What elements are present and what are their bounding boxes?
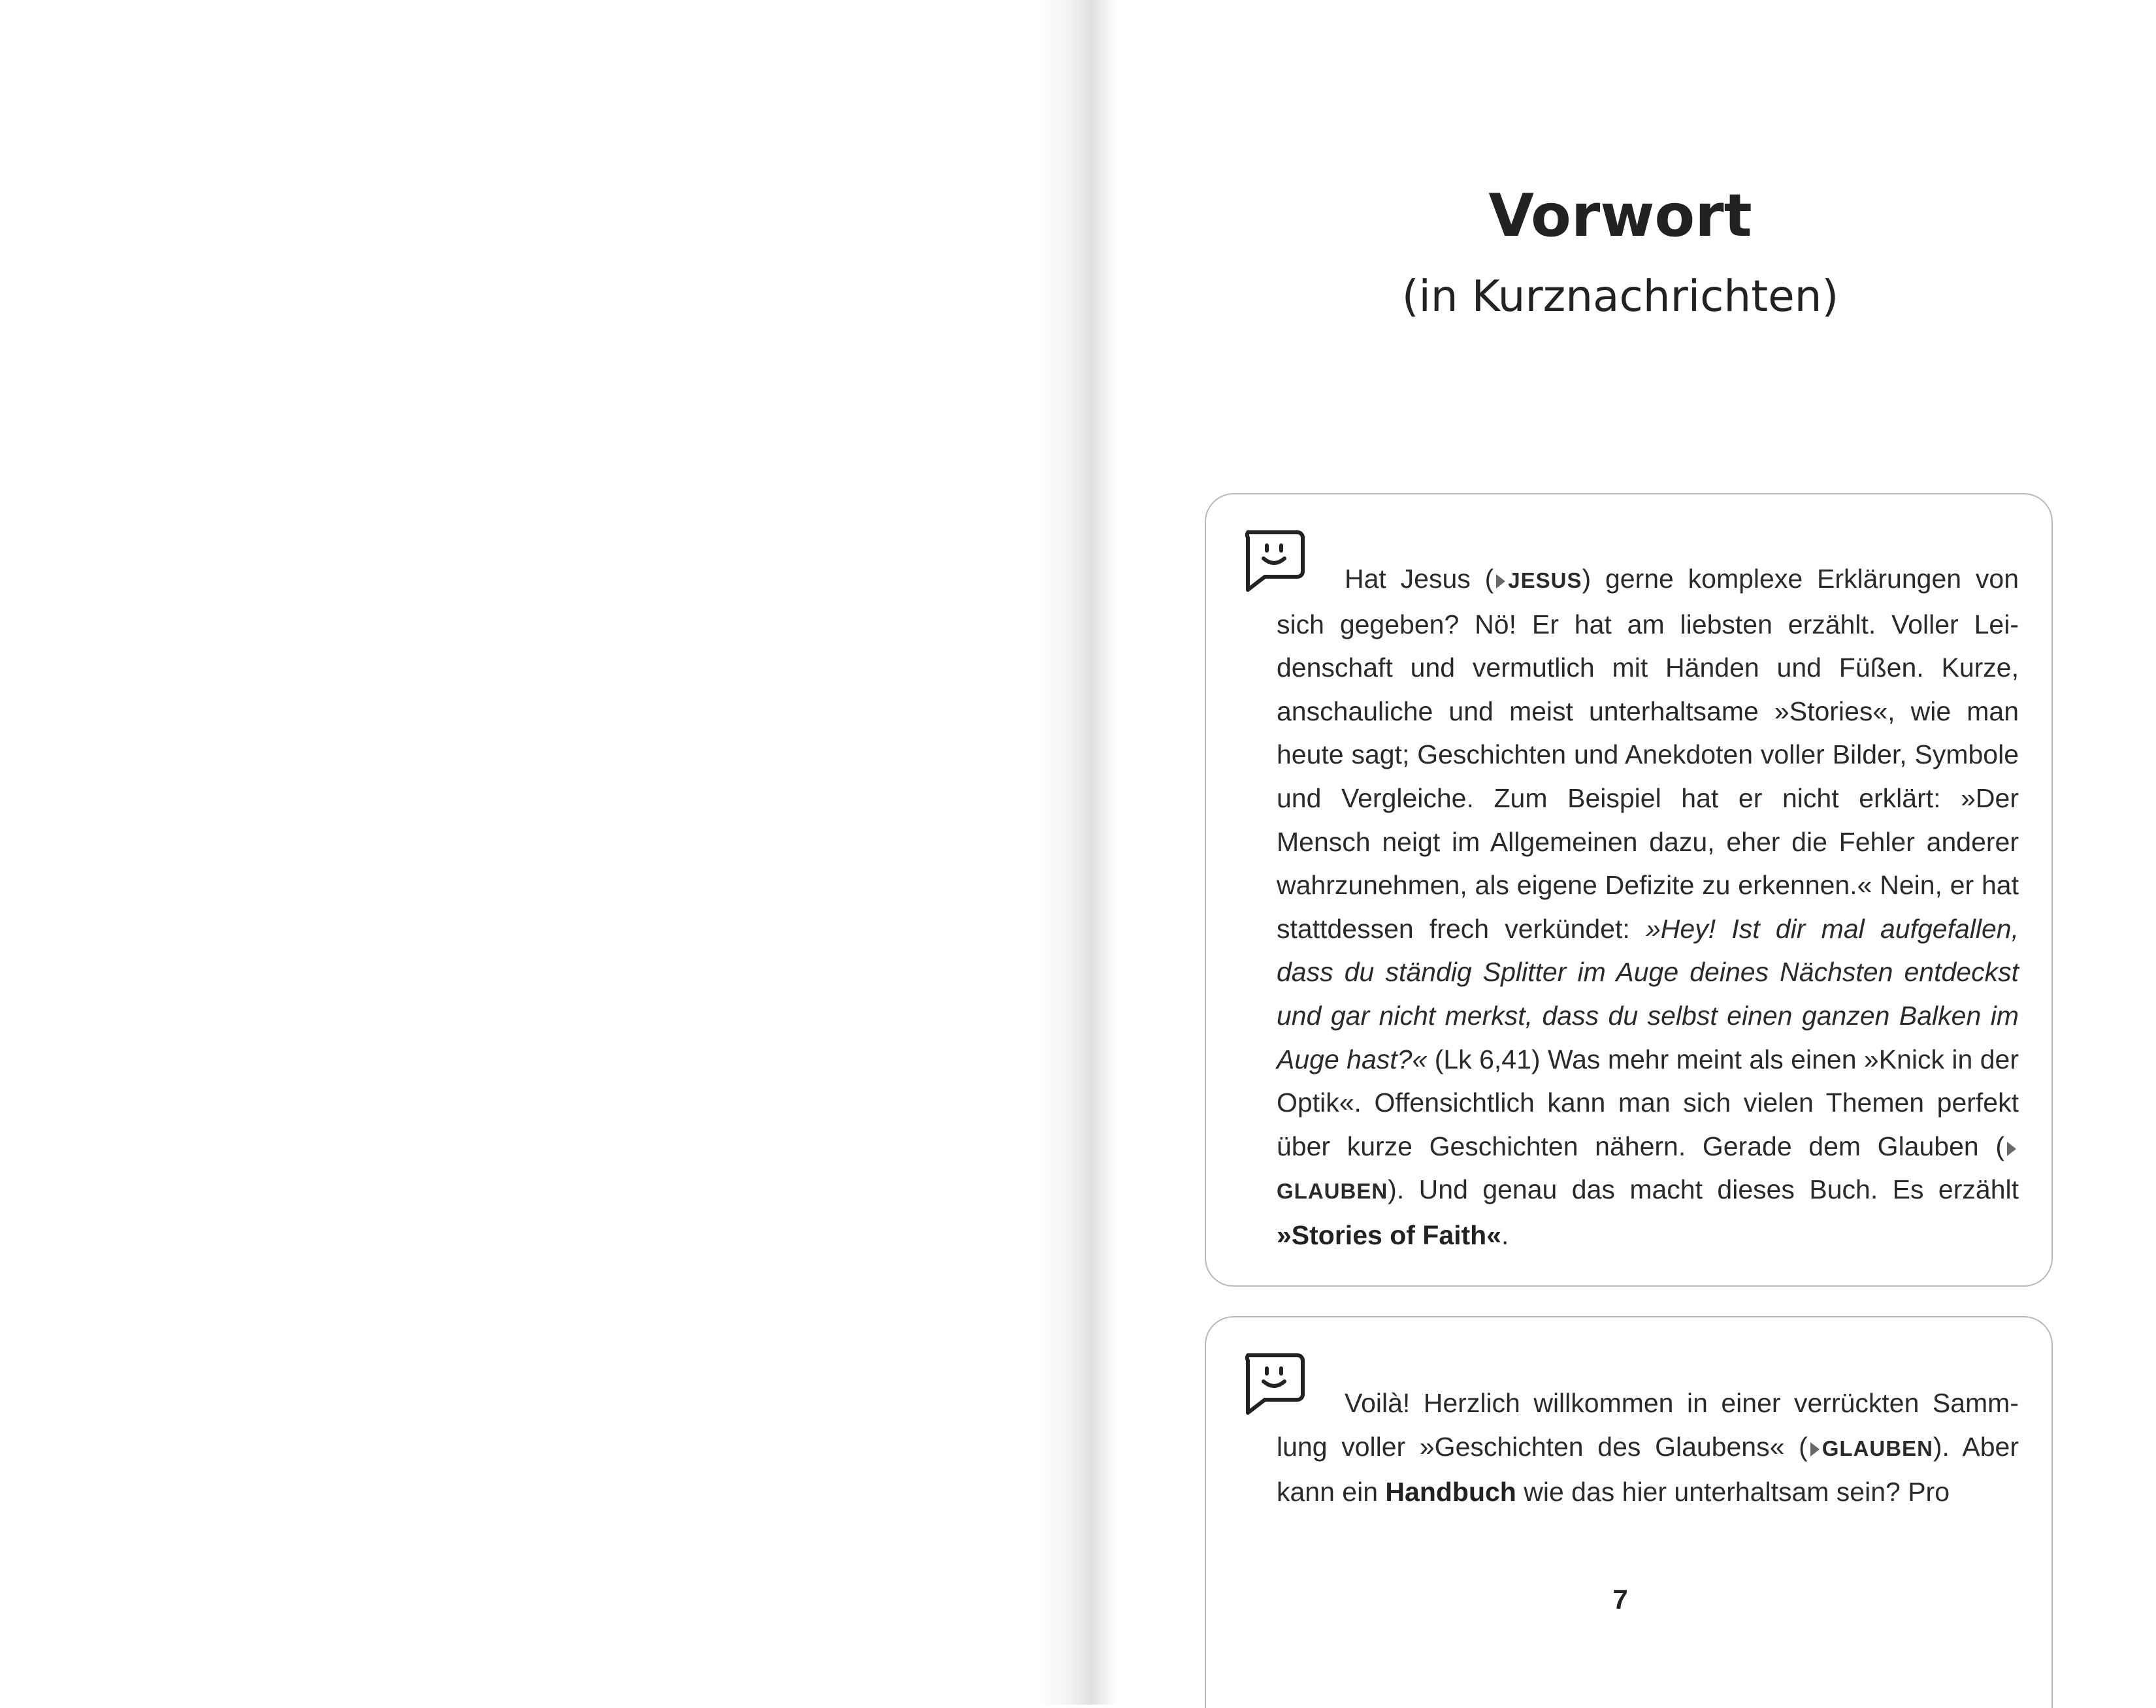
text-run: wie das hier unterhaltsam sein? Pro (1516, 1477, 1950, 1507)
message-text (1277, 1381, 2019, 1514)
cross-reference-arrow-icon (2007, 1142, 2016, 1156)
cross-reference-arrow-icon (1496, 574, 1505, 588)
text-run: ). Aber kann ein (1277, 1431, 2019, 1507)
cross-reference-link[interactable]: JESUS (1508, 568, 1582, 592)
text-run: Hat Jesus ( (1345, 564, 1494, 594)
page-number: 7 (1612, 1584, 1628, 1615)
cross-reference-link[interactable]: GLAUBEN (1821, 1436, 1933, 1460)
text-run: Voilà! Herzlich willkommen in einer verrückten Sammlung voller »Geschichten des Glaubens« ( (1277, 1388, 2019, 1462)
text-run: ). Und genau das macht dieses Buch. Es erzählt (1388, 1174, 2019, 1205)
text-run: (Lk 6,41) Was mehr meint als einen »Knick in der Optik«. Offensichtlich kann man sich vielen Themen perfekt über kurze Geschichten nähern. Gerade dem Glauben ( (1277, 1044, 2019, 1161)
text-run: ) gerne komplexe Erklärungen von sich gegeben? Nö! Er hat am liebsten erzählt. Voller Leidenschaft und vermutlich mit Händen und Füßen. Kurze, anschauliche und meist unterhaltsame »Stories«, wie man heute sagt; Geschichten und Anekdoten voller Bilder, Symbole und Vergleiche. Zum Beispiel hat er nicht erklärt: »Der Mensch neigt im Allgemeinen dazu, eher die Fehler anderer wahrzunehmen, als eigene Defizite zu erkennen.« Nein, er hat stattdessen frech verkündet: (1277, 564, 2019, 944)
left-page-blank (0, 0, 1078, 1705)
quoted-text: »Hey! Ist dir mal aufgefallen, dass du ständig Splitter im Auge deines Nächsten entdeckst und gar nicht merkst, dass du selbst einen ganzen Balken im Auge hast?« (1277, 913, 2019, 1074)
cross-reference-link[interactable]: GLAUBEN (1277, 1179, 1388, 1204)
emphasis-text: »Stories of Faith« (1277, 1219, 1502, 1250)
message-bubble-2 (1205, 1316, 2053, 1708)
text-run: . (1501, 1219, 1509, 1250)
emphasis-text: Handbuch (1385, 1477, 1516, 1507)
page-subtitle: (in Kurznachrichten) (1401, 271, 1839, 321)
cross-reference-arrow-icon (1810, 1442, 1820, 1457)
message-bubble-1 (1205, 493, 2053, 1287)
message-text (1277, 557, 2019, 1257)
page-title: Vorwort (1488, 182, 1752, 250)
right-page (1085, 0, 2156, 1705)
